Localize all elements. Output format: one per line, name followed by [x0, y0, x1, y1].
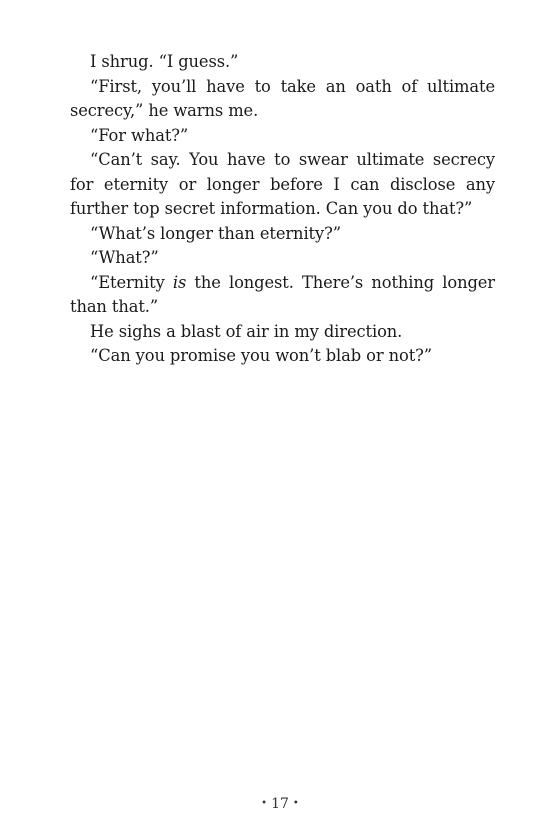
text-run: the longest. There’s nothing longer than that.” [70, 272, 495, 316]
text-run: “Can’t say. You have to swear ultimate secrecy for eternity or longer before I can disclose any further top secret information. Can you do that?” [70, 150, 495, 218]
body-text [70, 50, 495, 369]
paragraph [70, 124, 495, 149]
paragraph [70, 246, 495, 271]
bullet-left: • [261, 798, 268, 809]
text-run: He sighs a blast of air in my direction. [90, 321, 403, 341]
text-run: “Eternity [90, 272, 173, 292]
italic-emphasis: is [172, 272, 187, 292]
bullet-right: • [292, 798, 299, 809]
paragraph [70, 320, 495, 345]
paragraph [70, 344, 495, 369]
page-footer [0, 794, 560, 814]
page-number: 17 [271, 796, 289, 812]
paragraph [70, 222, 495, 247]
paragraph [70, 75, 495, 124]
text-run: “What’s longer than eternity?” [90, 223, 341, 243]
text-run: “First, you’ll have to take an oath of ultimate secrecy,” he warns me. [70, 76, 495, 120]
text-run: “Can you promise you won’t blab or not?” [90, 346, 432, 365]
text-run: I shrug. “I guess.” [90, 52, 239, 71]
paragraph [70, 271, 495, 320]
text-run: “What?” [90, 248, 159, 267]
paragraph [70, 50, 495, 75]
text-run: “For what?” [90, 125, 189, 145]
paragraph [70, 148, 495, 222]
